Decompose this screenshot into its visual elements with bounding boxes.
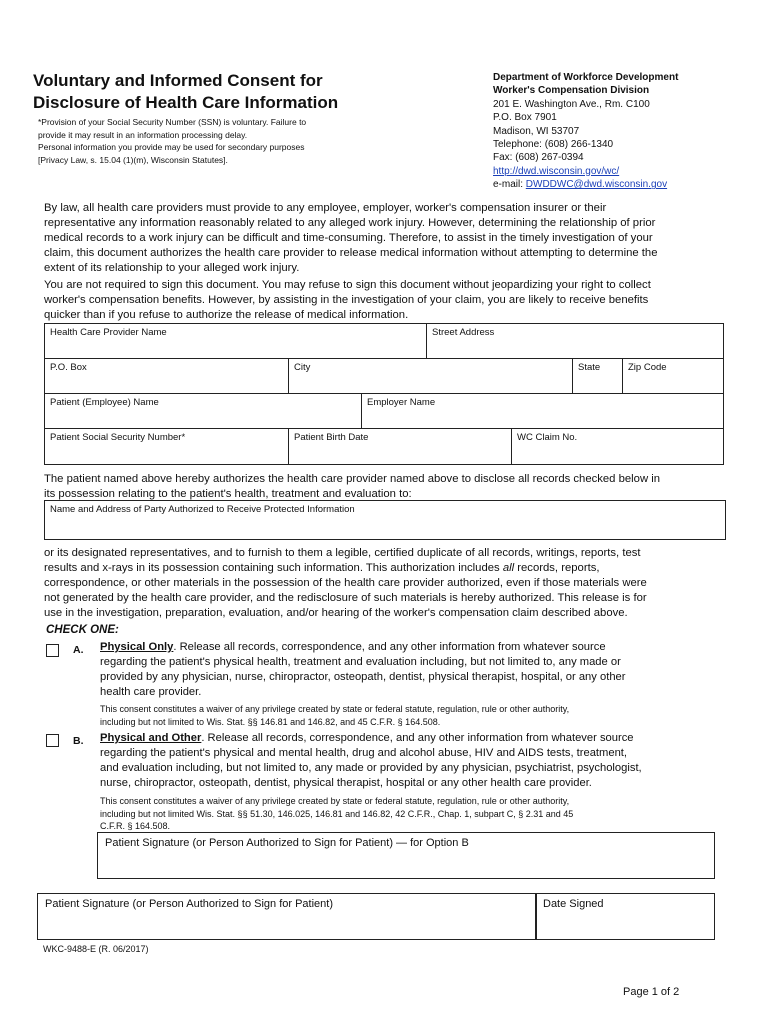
field-label: City: [294, 362, 311, 373]
option-b-heading: Physical and Other: [100, 732, 202, 744]
field-label: Patient (Employee) Name: [50, 397, 159, 408]
text-line: quicker than if you refuse to authorize the release of medical information.: [44, 309, 409, 321]
department-address-block: [493, 71, 678, 192]
text-line: and evaluation including, but not limited to, any made or provided by any physician, psychiatrist, psychologist,: [100, 762, 642, 774]
option-a-heading: Physical Only: [100, 641, 174, 653]
field-label: Employer Name: [367, 397, 436, 408]
zip-code-field[interactable]: [622, 358, 724, 394]
text-line: provided by any physician, nurse, chiropractor, osteopath, dentist, physical therapist, hospital, or any other: [100, 671, 626, 683]
text-line: [100, 731, 720, 746]
po-box-field[interactable]: [44, 358, 289, 394]
street-address-field[interactable]: [426, 323, 724, 359]
option-b-letter: B.: [73, 735, 84, 747]
department-name: Department of Workforce Development: [493, 72, 679, 83]
field-label: State: [578, 362, 601, 373]
text-line: use in the investigation, preparation, evaluation, and/or hearing of the worker's compensation claim described above.: [44, 607, 628, 619]
field-label: Street Address: [432, 327, 495, 338]
text-segment: . Release all records, correspondence, and any other information from whatever source: [173, 641, 606, 653]
ssn-note-line: Personal information you provide may be used for secondary purposes: [38, 142, 305, 152]
text-line: including but not limited Wis. Stat. §§ 51.30, 146.025, 146.81 and 146.82, 42 C.F.R., Chap. 1, subpart C, § 2.31 and 45: [100, 808, 574, 819]
employer-name-field[interactable]: [361, 393, 724, 429]
ssn-note-line: [Privacy Law, s. 15.04 (1)(m), Wisconsin Statutes].: [38, 154, 228, 165]
text-line: medical records to a work injury can be difficult and time-consuming. Therefore, to assist in the timely investigation of your: [44, 232, 653, 244]
text-line: [100, 640, 720, 655]
text-line: or its designated representatives, and to furnish to them a legible, certified duplicate of all records, writings, reports, test: [44, 547, 641, 559]
patient-name-field[interactable]: [44, 393, 362, 429]
text-segment: results and x-rays in its possession containing such information. This authorization includes: [44, 562, 503, 574]
option-b-checkbox[interactable]: [46, 734, 59, 747]
ssn-note-line: *Provision of your Social Security Number (SSN) is voluntary. Failure to: [38, 117, 307, 127]
provider-name-field[interactable]: [44, 323, 427, 359]
text-line: extent of its relationship to your alleged work injury.: [44, 262, 300, 274]
date-signed-field[interactable]: [535, 893, 715, 940]
field-label: WC Claim No.: [517, 432, 578, 443]
text-segment: records, reports,: [514, 562, 600, 574]
state-field[interactable]: [572, 358, 623, 394]
website-link[interactable]: http://dwd.wisconsin.gov/wc/: [493, 165, 620, 177]
option-a-checkbox[interactable]: [46, 644, 59, 657]
text-line: You are not required to sign this document. You may refuse to sign this document without jeopardizing your right to collect: [44, 279, 651, 291]
text-segment: . Release all records, correspondence, and any other information from whatever source: [201, 732, 634, 744]
text-line: including but not limited to Wis. Stat. §§ 146.81 and 146.82, and 45 C.F.R. § 164.508.: [100, 716, 441, 727]
email-link[interactable]: DWDDWC@dwd.wisconsin.gov: [525, 179, 668, 191]
text-line: regarding the patient's physical health, treatment and evaluation including, but not limited to, any made or: [100, 656, 621, 668]
text-line: correspondence, or other materials in the possession of the health care provider authorized, even if those materials were: [44, 577, 647, 589]
form-number: WKC-9488-E (R. 06/2017): [43, 944, 149, 954]
option-b-text: [100, 731, 720, 791]
option-a-text: [100, 640, 720, 700]
option-a-letter: A.: [73, 644, 84, 656]
title-line-2: Disclosure of Health Care Information: [33, 93, 339, 112]
patient-signature-field[interactable]: [37, 893, 537, 940]
authorized-party-field[interactable]: [44, 500, 726, 540]
text-line: The patient named above hereby authorizes the health care provider named above to disclose all records checked below in: [44, 473, 661, 485]
field-label: Patient Social Security Number*: [50, 432, 186, 443]
birth-date-field[interactable]: [288, 428, 512, 465]
wc-claim-field[interactable]: [511, 428, 724, 465]
title-line-1: Voluntary and Informed Consent for: [33, 71, 323, 90]
field-label: Health Care Provider Name: [50, 327, 167, 338]
city-field[interactable]: [288, 358, 573, 394]
field-label: Name and Address of Party Authorized to Receive Protected Information: [50, 504, 355, 515]
page-title: [33, 70, 338, 114]
ssn-note-line: provide it may result in an information processing delay.: [38, 129, 248, 140]
authorization-paragraph: [44, 472, 720, 502]
field-label: Patient Birth Date: [294, 432, 369, 443]
field-label: Patient Signature (or Person Authorized to Sign for Patient): [45, 898, 333, 910]
text-line: worker's compensation benefits. However, by assisting in the investigation of your claim, you are likely to receive benefits: [44, 294, 649, 306]
text-line: health care provider.: [100, 686, 202, 698]
field-label: Date Signed: [543, 898, 604, 910]
check-one-heading: CHECK ONE:: [46, 624, 119, 636]
text-line: By law, all health care providers must provide to any employee, employer, worker's compensation insurer or their: [44, 202, 607, 214]
text-line: This consent constitutes a waiver of any privilege created by state or federal statute, regulation, rule or other authority,: [100, 704, 570, 714]
text-line: claim, this document authorizes the health care provider to release medical information without attempting to determine the: [44, 247, 658, 259]
field-label: Zip Code: [628, 362, 667, 373]
field-label: Patient Signature (or Person Authorized to Sign for Patient) — for Option B: [105, 837, 469, 849]
intro-paragraph-2: [44, 278, 720, 323]
option-b-waiver: [100, 795, 715, 833]
address-line: P.O. Box 7901: [493, 112, 557, 124]
option-a-waiver: [100, 703, 715, 728]
release-scope-paragraph: [44, 546, 720, 621]
page-number: Page 1 of 2: [623, 986, 680, 998]
text-line: [44, 561, 720, 576]
text-line: This consent constitutes a waiver of any privilege created by state or federal statute, regulation, rule or other authority,: [100, 796, 570, 806]
patient-ssn-field[interactable]: [44, 428, 289, 465]
text-line: nurse, chiropractor, osteopath, dentist, physical therapist, hospital or any other health care provider.: [100, 777, 592, 789]
text-line: regarding the patient's physical and mental health, drug and alcohol abuse, HIV and AIDS tests, treatment,: [100, 747, 628, 759]
fax: Fax: (608) 267-0394: [493, 152, 584, 164]
text-line: C.F.R. § 164.508.: [100, 821, 171, 831]
intro-paragraph-1: [44, 201, 720, 276]
telephone: Telephone: (608) 266-1340: [493, 139, 614, 151]
text-line: not generated by the health care provider, and the redisclosure of such materials is hereby authorized. This release is for: [44, 592, 647, 604]
address-line: 201 E. Washington Ave., Rm. C100: [493, 98, 650, 110]
ssn-note: [38, 116, 383, 166]
text-line: its possession relating to the patient's health, treatment and evaluation to:: [44, 488, 412, 500]
text-line: representative any information reasonably related to any alleged work injury. However, determining the relationship of prior: [44, 217, 656, 229]
address-line: Madison, WI 53707: [493, 125, 580, 137]
division-name: Worker's Compensation Division: [493, 85, 650, 97]
field-label: P.O. Box: [50, 362, 87, 373]
option-b-signature-field[interactable]: [97, 832, 715, 879]
email-prefix: e-mail:: [493, 179, 526, 191]
emphasis-text: all: [502, 562, 515, 574]
